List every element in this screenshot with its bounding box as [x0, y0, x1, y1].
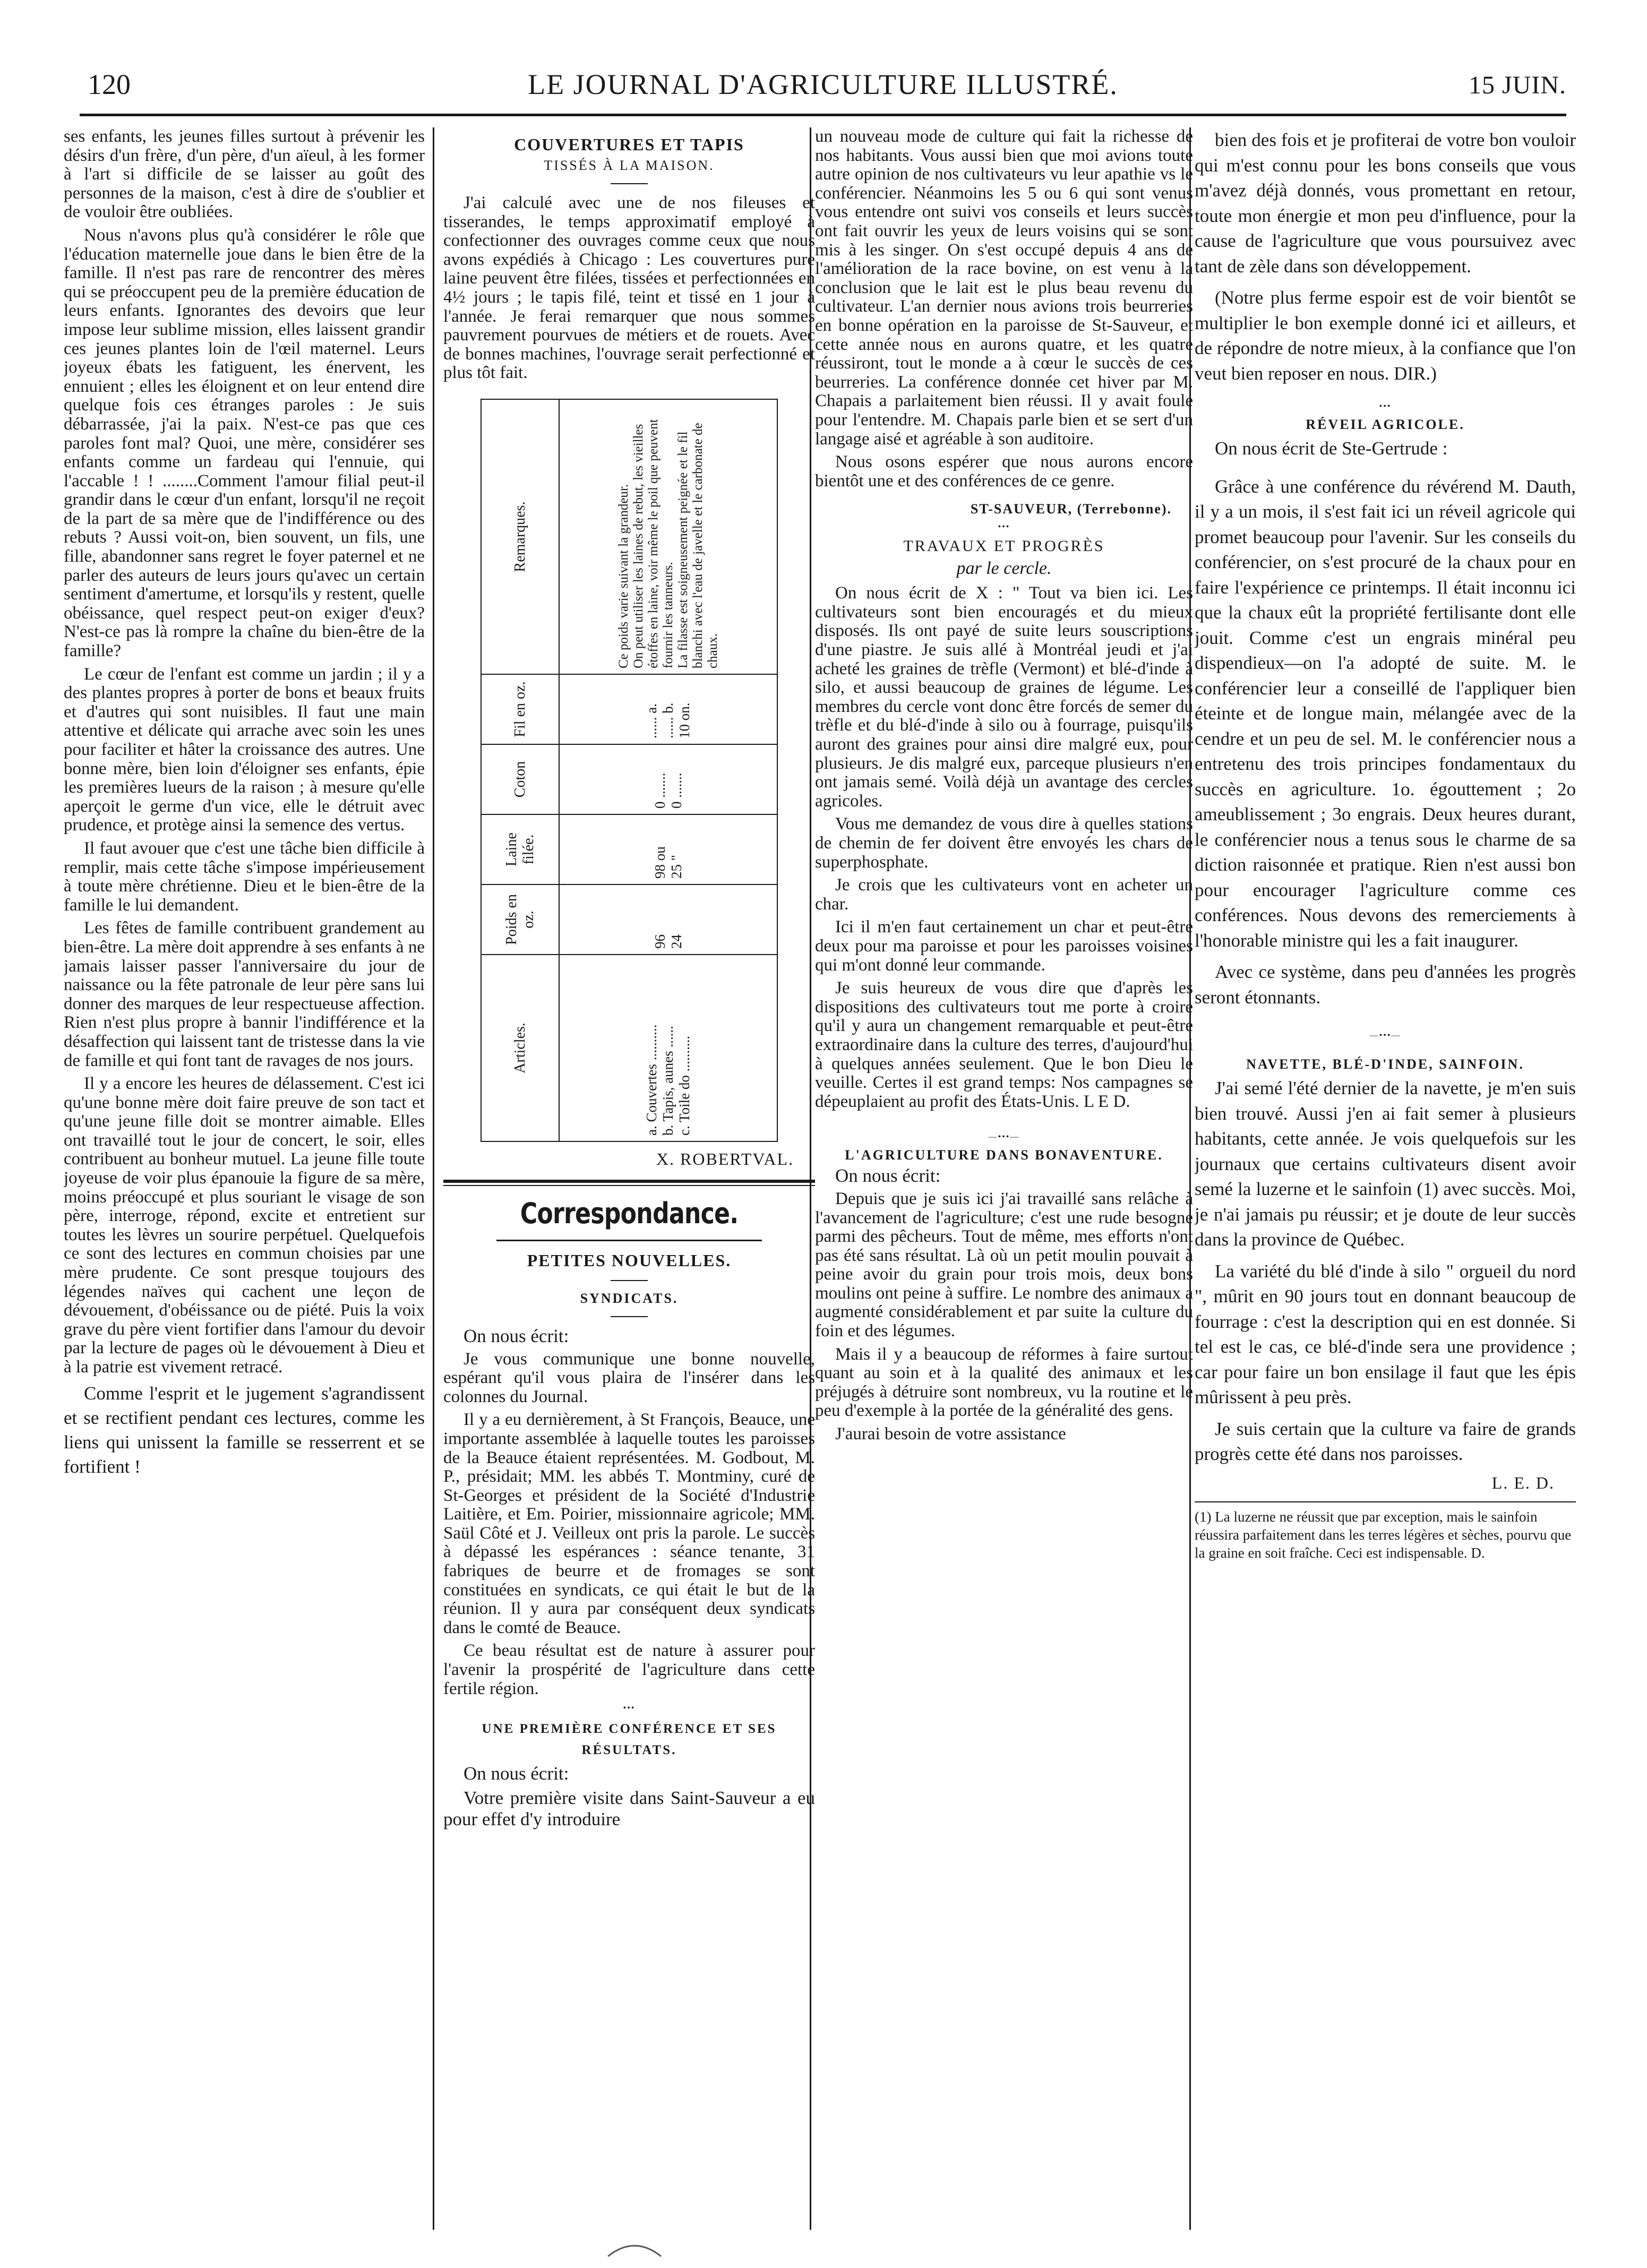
column-4	[1195, 127, 1576, 2230]
article-body	[1195, 127, 1576, 386]
divider	[611, 183, 648, 184]
table-header: Coton	[481, 744, 559, 814]
paragraph: Il y a eu dernièrement, à St François, Beauce, une importante assemblée à laquelle toutes les paroisses de la Beauce étaient représentées. M. Godbout, M. P., présidait; MM. les abbés T. Montminy, curé de St-Georges et président de la Société d'Industrie Laitière, et Em. Poirier, missionnaire agricole; MM. Saül Côté et J. Veilleux ont pris la parole. Le succès à dépassé les espérances : séance tenante, 31 fabriques de beurre et de fromages se sont constituées en syndicats, ce qui était le but de la réunion. Il y aura par conséquent deux syndicats dans le comté de Beauce.	[443, 1410, 815, 1637]
signature: L. E. D.	[1491, 1473, 1555, 1492]
ornament: —•••—	[988, 1132, 1020, 1142]
section-title: UNE PREMIÈRE CONFÉRENCE ET SES RÉSULTATS.	[482, 1722, 777, 1758]
table-row	[559, 399, 777, 1141]
table-header: Fil en oz.	[481, 674, 559, 744]
article-body	[815, 127, 1193, 491]
row-item: Ce poids varie suivant la grandeur.	[616, 484, 631, 668]
row-item: 24	[668, 934, 684, 949]
paragraph: On nous écrit de Ste-Gertrude :	[1215, 438, 1448, 459]
paragraph: Votre première visite dans Saint-Sauveur a eu pour effet d'y introduire	[443, 1787, 815, 1829]
section-title: TRAVAUX ET PROGRÈS	[903, 537, 1105, 555]
paragraph: Vous me demandez de vous dire à quelles stations de chemin de fer doivent être envoyés les chars de superphosphate.	[815, 814, 1193, 872]
paragraph: bien des fois et je profiterai de votre bon vouloir qui m'est connu pour les bons conseils que vous m'avez déjà donnés, vous promettant en retour, toute mon énergie et mon peu d'influence, pour la cause de l'agriculture que vous poursuivez avec tant de zèle dans son développement.	[1195, 130, 1576, 277]
paragraph: Ce beau résultat est de nature à assurer pour l'avenir la prospérité de l'agriculture dans cette fertile région.	[443, 1641, 815, 1698]
row-item: 96	[651, 934, 668, 949]
table-cell	[559, 674, 777, 744]
row-item: a. Couvertes ..........	[644, 1024, 660, 1136]
row-item: b. Tapis, aunes ......	[660, 1026, 676, 1136]
section-subtitle: SYNDICATS.	[580, 1290, 679, 1306]
section-subtitle: TISSÉS À LA MAISON.	[544, 158, 715, 173]
paragraph: Mais il y a beaucoup de réformes à faire surtout quant au soin et à la qualité des animaux et les préjugés à détruire sont nombreux, vu la routine et le peu d'exemple à la portée de la généralité des gens.	[815, 1344, 1193, 1421]
paragraph: On nous écrit:	[464, 1763, 569, 1784]
paragraph: Il y a encore les heures de délassement. C'est ici qu'une bonne mère doit faire preuve de son tact et qu'une jeune fille doit se montrer aimable. Elles ont travaillé tout le jour de concert, le soir, elles contribuent au bonheur mutuel. La jeune fille toute joyeuse de voir plus épanouie la figure de sa mère, moins préoccupé et plus souriant le visage de son père, interroge, répond, excite et entretient sur toutes les lèvres un sourire perpétuel. Quelquefois ce sont des lectures en commun choisies par une mère prudente. Ce sont presque toujours des légendes naïves qui cachent une leçon de dévouement, d'obéissance ou de piété. Puis la voix grave du père vient fortifier dans l'amour du devoir par la lecture de pages où le dévouement à Dieu et à la patrie est vivement retracé.	[64, 1074, 425, 1377]
journal-title: LE JOURNAL D'AGRICULTURE ILLUSTRÉ.	[528, 68, 1118, 100]
section-title: RÉVEIL AGRICOLE.	[1306, 417, 1465, 432]
section-title: NAVETTE, BLÉ-D'INDE, SAINFOIN.	[1246, 1056, 1524, 1072]
page-number: 120	[88, 68, 131, 100]
header-rule	[80, 114, 1566, 116]
data-table	[481, 399, 778, 1142]
row-item: La filasse est soigneusement peignée et le fil blanchi avec l'eau de javelle et le carbonate de chaux.	[675, 423, 720, 668]
table-cell	[559, 955, 777, 1141]
footnote-text: (1) La luzerne ne réussit que par exception, mais le sainfoin réussira parfaitement dans les terres légères et sèches, pourvu que la graine en soit fraîche. Ceci est indispensable. D.	[1195, 1508, 1572, 1561]
paragraph: Nous n'avons plus qu'à considérer le rôle que l'éducation maternelle joue dans le bien être de la famille. Il n'est pas rare de rencontrer des mères qui se préoccupent peu de la première éducation de leurs enfants. Ignorantes des devoirs que leur impose leur sublime mission, elles laissent grandir ces jeunes plantes loin de l'œil maternel. Leurs joyeux ébats les fatiguent, les énervent, les ennuient ; elles les éloignent et on leur entend dire quelque fois ces étranges paroles : Je suis débarrassée, j'ai la paix. N'est-ce pas que ces paroles font mal? Quoi, une mère, considérer ses enfants comme un fardeau qui l'ennuie, qui l'accable ! ! ........Comment l'amour filial peut-il grandir dans le cœur d'un enfant, lorsqu'il ne reçoit de la part de sa mère que de l'indifférence ou des rebuts ? Aussi voit-on, bien souvent, un fils, une fille, abandonner sans regret le foyer paternel et ne parler des auteurs de leurs jours qu'avec un certain sentiment d'amertume, et lorsqu'ils y restent, quelle obéissance, quel respect peut-on exiger d'eux? N'est-ce pas là rompre la chaîne du bien-être de la famille?	[64, 225, 425, 661]
paragraph: Je vous communique une bonne nouvelle, espérant qu'il vous plaira de l'insérer dans les colonnes du Journal.	[443, 1349, 815, 1406]
row-item: 25 "	[668, 855, 684, 879]
paragraph: (Notre plus ferme espoir est de voir bientôt se multiplier le bon exemple donné ici et ailleurs, et de répondre de notre mieux, à la confiance que l'on veut bien reposer en nous. DIR.)	[1195, 287, 1576, 384]
paragraph: J'ai calculé avec une de nos fileuses et tisserandes, le temps approximatif employé à confectionner des ouvrages comme ceux que nous avons expédiés à Chicago : Les couvertures pure laine peuvent être filées, tissées et perfectionnées en 4½ jours ; le tapis filé, teint et tissé en 1 jour à l'année. Je ferai remarquer que nous sommes pauvrement pourvues de métiers et de rouets. Avec de bonnes machines, l'ouvrage serait perfectionné et plus tôt fait.	[443, 193, 815, 383]
row-item: c. Toile do ..........	[676, 1035, 693, 1136]
paragraph: Il faut avouer que c'est une tâche bien difficile à remplir, mais cette tâche s'impose impérieusement à toute mère chrétienne. Dieu et le bien-être de la famille le lui demandent.	[64, 838, 425, 915]
article-body	[1195, 1076, 1576, 1467]
table-cell	[559, 814, 777, 884]
row-item: 10 on.	[676, 702, 693, 738]
ornament: •••	[998, 522, 1010, 532]
row-item: 98 ou	[651, 846, 668, 879]
paragraph: ses enfants, les jeunes filles surtout à prévenir les désirs d'un frère, d'un père, d'un aïeul, à les former à l'art si difficile de se laisser au goût des personnes de la maison, c'est à dire de s'oublier et de vouloir être oubliées.	[64, 127, 425, 222]
divider	[611, 1316, 648, 1317]
textile-table	[481, 399, 778, 1142]
row-item: ...... a.	[644, 703, 660, 738]
section-title: L'AGRICULTURE DANS BONAVENTURE.	[845, 1147, 1163, 1163]
table-header: Remarques.	[481, 399, 559, 674]
table-cell	[559, 884, 777, 955]
paragraph: Les fêtes de famille contribuent grandement au bien-être. La mère doit apprendre à ses enfants à ne jamais laisser passer l'anniversaire du jour de naissance ou la fête patronale de leur père sans lui donner des marques de leur respectueuse affection. Rien n'est plus propre à bannir l'indifférence et la désaffection qui laissent tant de tristesse dans la vie de famille et qui font tant de ravages de nos jours.	[64, 918, 425, 1070]
paragraph: J'ai semé l'été dernier de la navette, je m'en suis bien trouvé. Aussi j'en ai fait semer à plusieurs habitants, cette année. Je vois quelquefois sur les journaux que certains cultivateurs disent avoir semé la luzerne et le sainfoin (1) avec succès. Moi, je n'ai jamais pu réussir; et je doute de leur succès dans la province de Québec.	[1195, 1078, 1576, 1250]
section-subtitle: par le cercle.	[956, 559, 1052, 579]
ornament: •••	[623, 1704, 636, 1713]
table-header: Poids en oz.	[481, 884, 559, 955]
article-body	[815, 1166, 1193, 1444]
section-title: COUVERTURES ET TAPIS	[514, 135, 744, 154]
table-header-row	[481, 399, 559, 1141]
paragraph: Le cœur de l'enfant est comme un jardin ; il y a des plantes propres à porter de bons et beaux fruits et d'autres qui sont nuisibles. Il faut une main attentive et délicate qui arrache avec soin les unes pour faciliter et hâter la croissance des autres. Une bonne mère, bien loin d'éloigner ses enfants, épie les premières lueurs de la raison ; à mesure qu'elle aperçoit le germe d'un vice, elle le détruit avec prudence, et protège ainsi la semence des vertus.	[64, 664, 425, 835]
ornament: •••	[1379, 402, 1392, 411]
column-1	[64, 127, 425, 2230]
paragraph: Comme l'esprit et le jugement s'agrandissent et se rectifient pendant ces lectures, comme les liens qui unissent la famille se resserrent et se fortifient !	[64, 1382, 425, 1477]
paragraph: Je suis heureux de vous dire que d'après les dispositions des cultivateurs tout me porte à croire qu'il y aura un changement remarquable et peut-être extraordinaire dans la culture des terres, d'aujourd'hui à quelques années seulement. Que le bon Dieu le veuille. Certes il est grand temps: Nos campagnes se dépeuplaient au profit des États-Unis. L E D.	[815, 978, 1193, 1111]
article-body	[1195, 436, 1576, 1010]
divider	[496, 1240, 762, 1241]
row-item: 0 .......	[651, 772, 668, 809]
section-title: PETITES NOUVELLES.	[527, 1250, 732, 1270]
paragraph: Nous osons espérer que nous aurons encore bientôt une et des conférences de ce genre.	[815, 452, 1193, 491]
table-header: Articles.	[481, 955, 559, 1141]
section-heading: Correspondance.	[520, 1196, 739, 1230]
divider	[611, 1280, 648, 1281]
page-ornament	[605, 2238, 664, 2259]
table-cell	[559, 744, 777, 814]
paragraph: Grâce à une conférence du révérend M. Dauth, il y a un mois, il s'est fait ici un réveil agricole qui promet beaucoup pour l'avenir. Sur les conseils du conférencier, on s'est procuré de la chaux pour en faire l'expérience ce printemps. Il était inconnu ici que la chaux eût la propriété fertilisante dont elle jouit. Comme c'est un engrais minéral peu dispendieux—on l'a adopté de suite. M. le conférencier leur a conseillé de l'appliquer bien éteinte et de longue main, mélangée avec de la cendre et un peu de sel. M. le conférencier nous a entretenu des trois principes fondamentaux du succès en agriculture. 1o. égouttement ; 2o ameublissement ; 3o engrais. Deux heures durant, le conférencier nous a tenus sous le charme de sa diction raisonnée et pratique. Rien n'est aussi bon pour encourager l'agriculture comme ces conférences. Nous devons des remerciements à l'honorable ministre qui les a fait inaugurer.	[1195, 476, 1576, 951]
paragraph: Avec ce système, dans peu d'années les progrès seront étonnants.	[1195, 961, 1576, 1008]
paragraph: La variété du blé d'inde à silo " orgueil du nord ", mûrit en 90 jours tout en donnant beaucoup de fourrage : c'est la description qui en est donnée. Si tel est le cas, ce blé-d'inde sera une providence ; car pour faire un bon ensilage il faut que les épis mûrissent à peu près.	[1195, 1260, 1576, 1407]
signature: X. ROBERTVAL.	[656, 1149, 794, 1169]
column-2	[443, 127, 815, 2230]
article-body	[443, 1327, 815, 1698]
paragraph: J'aurai besoin de votre assistance	[835, 1424, 1066, 1444]
table-cell	[559, 399, 777, 674]
section-rule	[443, 1185, 815, 1186]
paragraph: Je crois que les cultivateurs vont en acheter un char.	[815, 875, 1193, 914]
article-body	[443, 1764, 815, 1830]
article-body	[64, 127, 425, 1479]
paragraph: On nous écrit:	[464, 1325, 569, 1346]
column-3	[815, 127, 1193, 2230]
signature: ST-SAUVEUR, (Terrebonne).	[970, 501, 1172, 517]
paragraph: Je suis certain que la culture va faire de grands progrès cette été dans nos paroisses.	[1195, 1418, 1576, 1464]
paragraph: Depuis que je suis ici j'ai travaillé sans relâche à l'avancement de l'agriculture; c'est une rude besogne parmi des pêcheurs. Tout de même, mes efforts n'ont pas été sans résultat. Là où un petit moulin pouvait à peine avoir du grain pour trois mois, deux bons moulins ont peine à suffire. Le nombre des animaux a augmenté considérablement et par suite la culture du foin et des légumes.	[815, 1189, 1193, 1341]
row-item: 0 .......	[668, 772, 684, 809]
column-divider	[433, 127, 434, 2230]
page-header	[80, 68, 1566, 116]
section-rule	[443, 1180, 815, 1183]
paragraph: Ici il m'en faut certainement un char et peut-être deux pour ma paroisse et pour les paroisses voisines qui m'ont donné leur commande.	[815, 917, 1193, 975]
issue-date: 15 JUIN.	[1469, 71, 1566, 99]
table-header: Laine filée.	[481, 814, 559, 884]
row-item: ...... b.	[660, 702, 676, 738]
footnote	[1195, 1501, 1576, 1562]
paragraph: On nous écrit de X : " Tout va bien ici. Les cultivateurs sont bien encouragés et du mieux disposés. Ils ont payé de suite leurs souscriptions d'une piastre. Je suis allé à Montréal jeudi et j'ai acheté les graines de trèfle (Vermont) et blé-d'inde à silo, et aussi beaucoup de graines de légume. Les membres du cercle vont donc être forcés de semer du trèfle et du blé-d'inde à silo ou à fourrage, puisqu'ils auront des graines pour ainsi dire malgré eux, pour plusieurs. Je dis malgré eux, parceque plusieurs n'en ont jamais semé. Voilà déjà un avantage des cercles agricoles.	[815, 583, 1193, 811]
paragraph: un nouveau mode de culture qui fait la richesse de nos habitants. Vous aussi bien que moi avions toute autre opinion de nos cultivateurs vu leur apathie vs le conférencier. Néanmoins les 5 ou 6 qui sont venus vous entendre ont suivi vos conseils et leurs succès ont fait ouvrir les yeux de leurs voisins qui se sont mis à les singer. On s'est occupé depuis 4 ans de l'amélioration de la race bovine, on est venu à la conclusion que le lait est le plus beau revenu du cultivateur. L'an dernier nous avions trois beurreries en bonne opération en la paroisse de St-Sauveur, et cette année nous en aurons quatre, et les quatre réussiront, tout le monde a à cœur le succès de ces beurreries. La conférence donnée cet hiver par M. Chapais a parlaitement bien réussi. Il y avait foule pour l'entendre. M. Chapais parle bien et se sert d'un langage aisé et agréable à son auditoire.	[815, 127, 1193, 449]
row-item: On peut utiliser les laines de rebut, les vieilles étoffes en laine, voir même le poil que peuvent fournir les tanneurs.	[631, 419, 675, 668]
paragraph: On nous écrit:	[835, 1165, 941, 1187]
ornament: —•••—	[1369, 1031, 1401, 1040]
article-body	[443, 194, 815, 383]
article-body	[815, 584, 1193, 1111]
